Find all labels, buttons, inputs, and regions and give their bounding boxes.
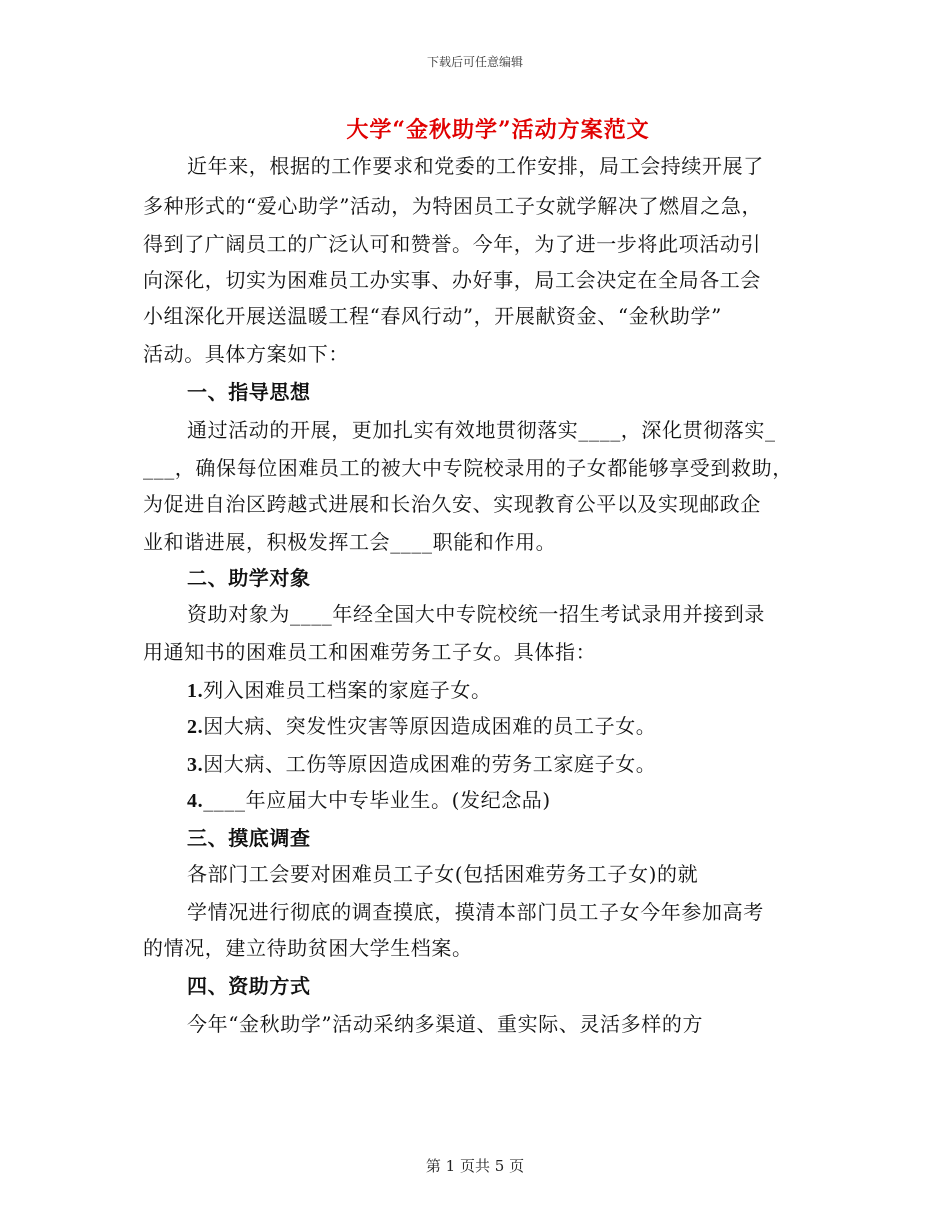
section3-line-2: 学情况进行彻底的调查摸底，摸清本部门员工子女今年参加高考 [187, 900, 764, 924]
section4-line-1: 今年“金秋助学”活动采纳多渠道、重实际、灵活多样的方 [187, 1012, 704, 1036]
list-item [187, 787, 551, 814]
list-item [187, 751, 656, 778]
section-heading-survey: 三、摸底调查 [187, 826, 311, 850]
list-item-number: 4. [187, 790, 204, 812]
intro-line-5: 小组深化开展送温暖工程“春风行动”，开展献资金、“金秋助学” [143, 304, 722, 328]
section2-line-1: 资助对象为____年经全国大中专院校统一招生考试录用并接到录 [187, 602, 765, 626]
header-note: 下载后可任意编辑 [426, 55, 523, 69]
section-heading-recipients: 二、助学对象 [187, 566, 311, 590]
page-footer: 第 1 页共 5 页 [425, 1157, 525, 1175]
intro-line-2: 多种形式的“爱心助学”活动，为特困员工子女就学解决了燃眉之急， [143, 194, 763, 218]
list-item-text: ____年应届大中专毕业生。(发纪念品) [203, 788, 551, 812]
list-item-number: 1. [187, 680, 204, 702]
section3-line-1: 各部门工会要对困难员工子女(包括困难劳务工子女)的就 [187, 862, 699, 886]
section2-line-2: 用通知书的困难员工和困难劳务工子女。具体指： [143, 640, 597, 664]
section1-line-3: 为促进自治区跨越式进展和长治久安、实现教育公平以及实现邮政企 [143, 492, 761, 516]
section-heading-guiding: 一、指导思想 [187, 380, 311, 404]
list-item [187, 713, 656, 740]
list-item [187, 677, 492, 704]
list-item-number: 2. [187, 716, 204, 738]
intro-line-3: 得到了广阔员工的广泛认可和赞誉。今年，为了进一步将此项活动引 [143, 232, 761, 256]
section1-line-1: 通过活动的开展，更加扎实有效地贯彻落实____，深化贯彻落实_ [187, 418, 776, 442]
list-item-text: 因大病、工伤等原因造成困难的劳务工家庭子女。 [203, 752, 657, 776]
list-item-number: 3. [187, 754, 204, 776]
document-title: 大学“金秋助学”活动方案范文 [346, 117, 650, 143]
list-item-text: 列入困难员工档案的家庭子女。 [203, 678, 492, 702]
section1-line-2: ___，确保每位困难员工的被大中专院校录用的子女都能够享受到救助， [143, 456, 793, 480]
intro-line-4: 向深化，切实为困难员工办实事、办好事，局工会决定在全局各工会 [143, 268, 761, 292]
section1-line-4: 业和谐进展，积极发挥工会____职能和作用。 [143, 530, 557, 554]
intro-line-1: 近年来，根据的工作要求和党委的工作安排，局工会持续开展了 [187, 154, 764, 178]
list-item-text: 因大病、突发性灾害等原因造成困难的员工子女。 [203, 714, 657, 738]
section-heading-method: 四、资助方式 [187, 974, 311, 998]
intro-line-6: 活动。具体方案如下： [143, 342, 349, 366]
section3-line-3: 的情况，建立待助贫困大学生档案。 [143, 936, 473, 960]
